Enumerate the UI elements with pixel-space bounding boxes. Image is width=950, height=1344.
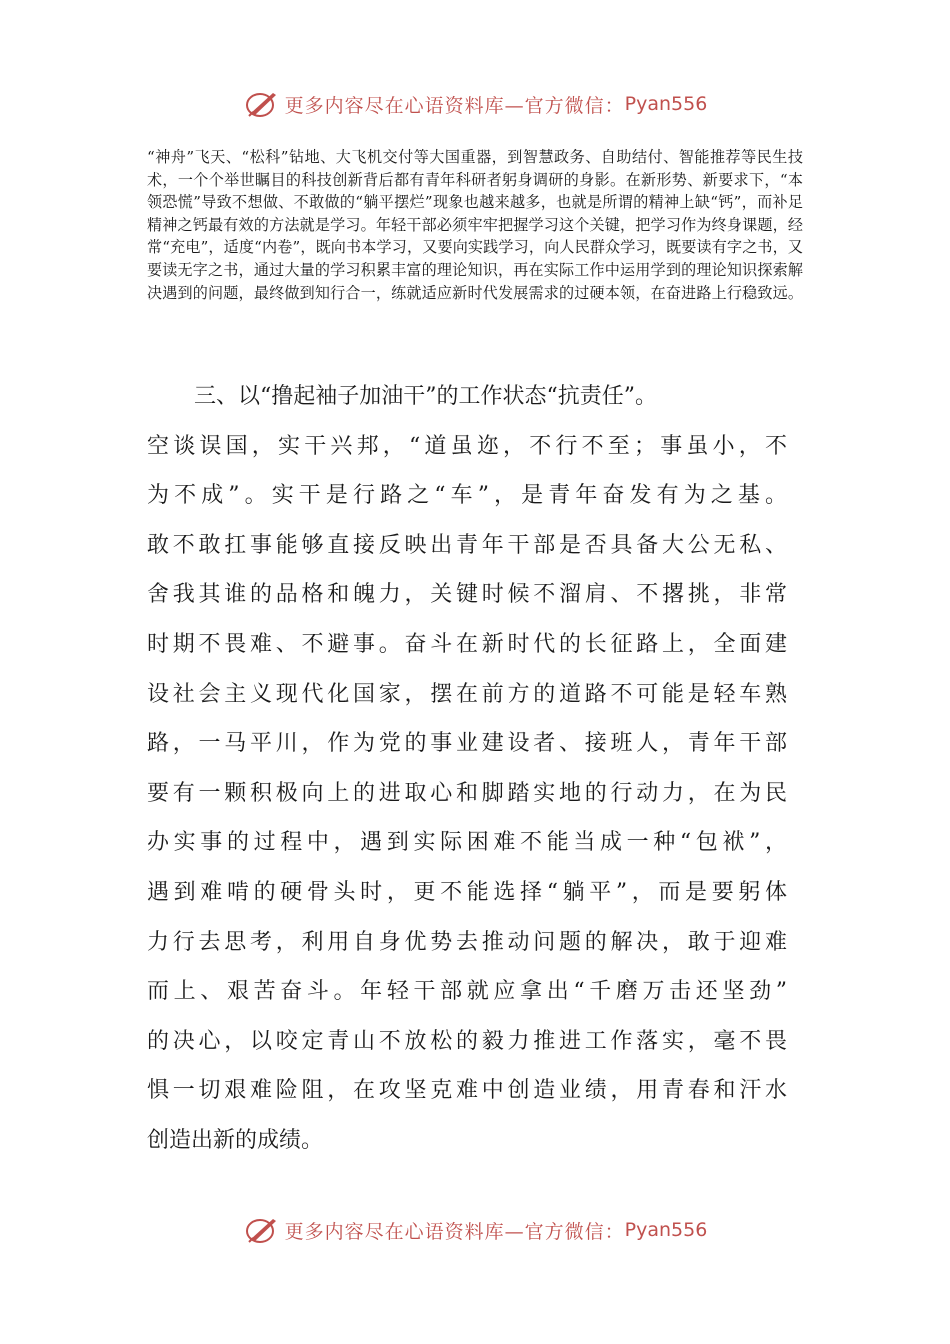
body-line: 路，一马平川，作为党的事业建设者、接班人，青年干部 — [147, 731, 787, 757]
quill-pen-logo-icon — [243, 1215, 281, 1245]
footer-watermark-banner — [0, 1210, 950, 1250]
body-line: 的决心，以咬定青山不放松的毅力推进工作落实，毫不畏 — [147, 1028, 787, 1054]
dense-paragraph: “神舟”飞天、“松科”钻地、大飞机交付等大国重器，到智慧政务、自助结付、智能推荐等民生技术，一个个举世瞩目的科技创新背后都有青年科研者躬身调研的身影。在新形势、新要求下，“本领恐慌”导致不想做、不敢做的“躺平摆烂”现象也越来越多，也就是所谓的精神上缺“钙”，而补足精神之钙最有效的方法就是学习。年轻干部必须牢牢把握学习这个关键，把学习作为终身课题，经常“充电”，适度“内卷”，既向书本学习，又要向实践学习，向人民群众学习，既要读有字之书，又要读无字之书，通过大量的学习积累丰富的理论知识，再在实际工作中运用学到的理论知识探索解决遇到的问题，最终做到知行合一，练就适应新时代发展需求的过硬本领，在奋进路上行稳致远。 — [147, 148, 803, 302]
body-line: 办实事的过程中，遇到实际困难不能当成一种“包袱”， — [147, 830, 787, 856]
body-line: 遇到难啃的硬骨头时，更不能选择“躺平”，而是要躬体 — [147, 879, 787, 905]
section-heading: 三、以“撸起袖子加油干”的工作状态“抗责任”。 — [194, 384, 657, 409]
watermark-handle: Pyan556 — [624, 93, 708, 115]
body-line: 空谈误国，实干兴邦，“道虽迩，不行不至；事虽小，不 — [147, 433, 787, 459]
body-line: 舍我其谁的品格和魄力，关键时候不溜肩、不撂挑，非常 — [147, 582, 787, 608]
watermark-text: 更多内容尽在心语资料库—官方微信： — [284, 94, 625, 117]
body-line-last: 创造出新的成绩。 — [147, 1127, 324, 1153]
body-line: 力行去思考，利用自身优势去推动问题的解决，敢于迎难 — [147, 929, 787, 955]
body-line: 而上、艰苦奋斗。年轻干部就应拿出“千磨万击还坚劲” — [147, 979, 787, 1005]
body-line: 要有一颗积极向上的进取心和脚踏实地的行动力，在为民 — [147, 780, 787, 806]
watermark-text: 更多内容尽在心语资料库—官方微信： — [284, 1220, 625, 1243]
body-line: 时期不畏难、不避事。奋斗在新时代的长征路上，全面建 — [147, 631, 787, 657]
section-three — [147, 372, 787, 1166]
quill-pen-logo-icon — [243, 89, 281, 119]
header-watermark-banner — [0, 84, 950, 124]
body-line: 敢不敢扛事能够直接反映出青年干部是否具备大公无私、 — [147, 532, 787, 558]
body-line: 惧一切艰难险阻，在攻坚克难中创造业绩，用青春和汗水 — [147, 1078, 787, 1104]
watermark-handle: Pyan556 — [624, 1219, 708, 1241]
body-line: 为不成”。实干是行路之“车”，是青年奋发有为之基。 — [147, 483, 787, 509]
body-line: 设社会主义现代化国家，摆在前方的道路不可能是轻车熟 — [147, 681, 787, 707]
